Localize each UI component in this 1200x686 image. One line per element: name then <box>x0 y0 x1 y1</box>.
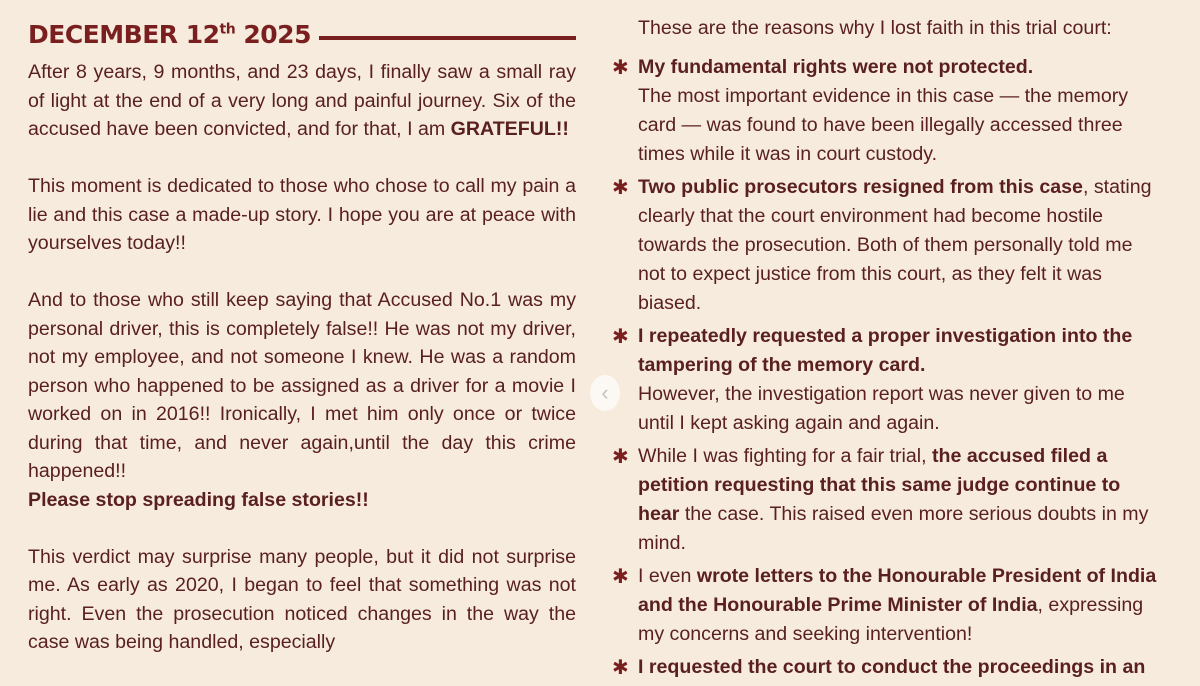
reason-line: I repeatedly requested a proper investigation into the <box>638 325 1133 347</box>
reason-line: times while it was in court custody. <box>638 143 938 165</box>
reasons-intro: These are the reasons why I lost faith in this trial court: <box>638 17 1112 39</box>
heading-rule <box>319 36 576 40</box>
asterisk-bullet-icon: ✱ <box>612 444 629 468</box>
reason-line: petition requesting that this same judge continue to <box>638 474 1121 496</box>
reason-line: clearly that the court environment had become hostile <box>638 205 1104 227</box>
reason-line: I requested the court to conduct the proceedings in an <box>638 656 1146 678</box>
reason-line: The most important evidence in this case — the memory <box>638 85 1129 107</box>
left-column <box>28 14 576 657</box>
asterisk-bullet-icon: ✱ <box>612 55 629 79</box>
reason-line: hear the case. This raised even more serious doubts in my <box>638 503 1149 525</box>
paragraph-4: This verdict may surprise many people, but it did not surprise me. As early as 2020, I began to feel that something was not right. Even the prosecution noticed changes in the way the case was being handled, especially <box>28 545 576 653</box>
paragraph-2: This moment is dedicated to those who chose to call my pain a lie and this case a made-up story. I hope you are at peace with yourselves today!! <box>28 175 576 254</box>
asterisk-bullet-icon: ✱ <box>612 655 629 679</box>
reason-item <box>612 653 1198 682</box>
asterisk-bullet-icon: ✱ <box>612 175 629 199</box>
date-heading <box>28 14 576 56</box>
reason-line: not to expect justice from this court, as they felt it was <box>638 263 1102 285</box>
asterisk-bullet-icon: ✱ <box>612 324 629 348</box>
reason-line: I even wrote letters to the Honourable President of India <box>638 565 1157 587</box>
reason-line: tampering of the memory card. <box>638 354 926 376</box>
reason-line: Two public prosecutors resigned from this case, stating <box>638 176 1152 198</box>
reason-line: However, the investigation report was never given to me <box>638 383 1125 405</box>
reasons-list <box>612 53 1200 682</box>
reason-line: towards the prosecution. Both of them personally told me <box>638 234 1133 256</box>
paragraph-1: After 8 years, 9 months, and 23 days, I finally saw a small ray of light at the end of a very long and painful journey. Six of the accused have been convicted, and for that, I am GRATEFUL!! <box>28 61 576 140</box>
date-title: DECEMBER 12th 2025 <box>28 19 311 49</box>
reason-line: and the Honourable Prime Minister of India, expressing <box>638 594 1144 616</box>
paragraph-3: And to those who still keep saying that Accused No.1 was my personal driver, this is completely false!! He was not my driver, not my employee, and not someone I knew. He was a random person who happened to be assigned as a driver for a movie I worked on in 2016!! Ironically, I met him only once or twice during that time, and never again,until the day this crime happened!! Please stop spreading false stories!! <box>28 289 576 511</box>
reason-item <box>612 562 1198 649</box>
reason-line: While I was fighting for a fair trial, the accused filed a <box>638 445 1108 467</box>
right-column <box>612 14 1200 686</box>
reason-item <box>612 322 1198 438</box>
reason-line: My fundamental rights were not protected. <box>638 56 1034 78</box>
reason-line: my concerns and seeking intervention! <box>638 623 973 645</box>
reason-line: card — was found to have been illegally accessed three <box>638 114 1123 136</box>
reason-item <box>612 53 1198 169</box>
reason-item <box>612 442 1198 558</box>
reason-item <box>612 173 1198 318</box>
asterisk-bullet-icon: ✱ <box>612 564 629 588</box>
reason-line: biased. <box>638 292 702 314</box>
scroll-left-icon[interactable]: ‹ <box>590 375 620 411</box>
reason-line: until I kept asking again and again. <box>638 412 940 434</box>
reason-line: mind. <box>638 532 686 554</box>
